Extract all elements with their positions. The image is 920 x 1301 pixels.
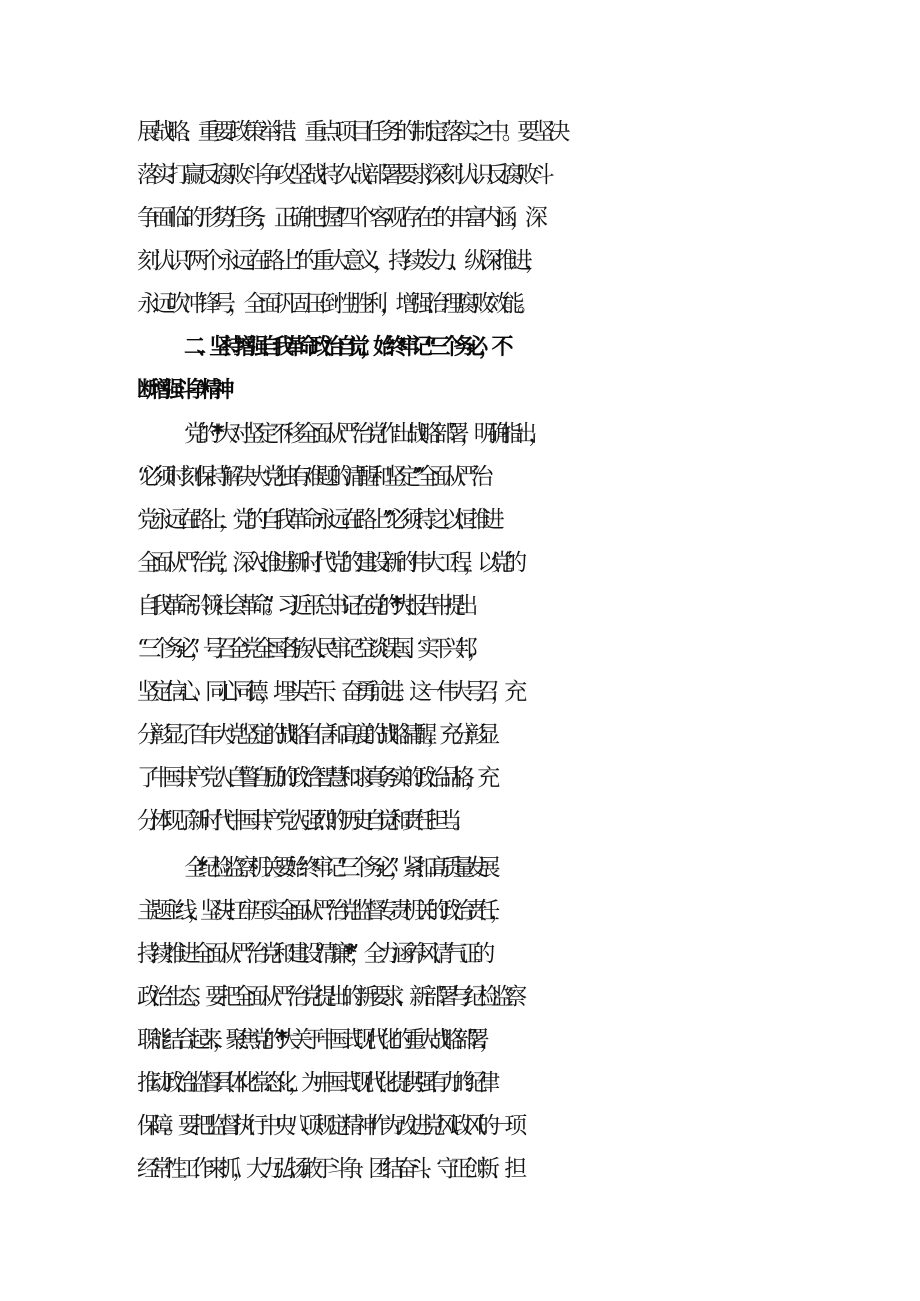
body-line: 全面从严治党，深入推进新时代党的建设新的伟大工程，以党的 xyxy=(137,550,518,576)
body-line: 推动政治监督具体化常态化，为中国式现代化提供强有力的纪律 xyxy=(137,1070,490,1096)
body-line: 保障。要把监督执行中央八项规定精神作为改进党风政风的一项 xyxy=(137,1113,518,1139)
body-line: 争面临的形势任务，正确把握“四个客观存在”的丰富内涵，深 xyxy=(137,205,541,231)
body-line: 落实打赢反腐败斗争攻坚战持久战部署要求,深刻认识反腐败斗 xyxy=(137,162,547,188)
body-line: 职能结合起来，聚焦党的**大关于中国式现代化的重大战略部署， xyxy=(137,1027,493,1053)
body-line: “必须时刻保持解决大党独有难题的清醒和坚定”“全面从严治 xyxy=(137,464,485,490)
section-heading: 断增强斗争精神 xyxy=(137,378,226,403)
body-line: 坚定信心、同心同德，埋头苦干、奋勇前进。这一伟大号召，充 xyxy=(137,679,518,705)
body-line: 刻认识“两个永远在路上”的重大意义，持续发力、纵深推进， xyxy=(137,248,541,274)
body-line: 展战略、重要政策举措、重点项目任务的制定落实之中。要坚决 xyxy=(137,119,563,145)
body-line: 党永远在路上，党的自我革命永远在路上”“必须持之以恒推进 xyxy=(137,507,496,533)
section-heading: 二、坚持增强自我革命政治自觉，始终牢记“三个务必，不 xyxy=(184,335,505,360)
body-line: 党的**大对坚定不移全面从严治党作出战略部署，明确指出， xyxy=(184,421,542,447)
body-line: 持续推进全面从严治党和建设“清廉**”，全力涵养风清气正的 xyxy=(137,941,486,967)
body-line: 全*纪检监察机关要始终牢记“三个务必”，紧扣高质量发展 xyxy=(184,855,491,881)
body-line: 分彰显了百年大党坚定的战略自信和高度的战略清醒，充分彰显 xyxy=(137,722,490,748)
body-line: 自我革命引领社会革命”。习近平总书记在党的**大报告中提出 xyxy=(137,593,469,619)
body-line: 主题主线，坚决扛牢压实全面从严治党监督专责机关的政治责任， xyxy=(137,898,503,924)
body-line: 了中国共产党人自警自励的政治智慧和求真务实的政治品格，充 xyxy=(137,765,490,791)
body-line: “三个务必”，号召全党全国各族人民牢记空谈误国、实干兴邦， xyxy=(137,636,480,662)
body-line: 分体现了新时代中国共产党人强烈的历史自觉和责任担当。 xyxy=(137,808,465,834)
body-line: 政治生态。要把全面从严治党提出的新要求、新部署与纪检监察 xyxy=(137,984,518,1010)
body-line: 经常性工作来抓，大力弘扬敢于斗争、团结奋斗、守正创新、担 xyxy=(137,1156,518,1182)
body-line: 永远吹冲锋号，全面巩固压倒性胜利，增强治理腐败效能。 xyxy=(137,291,533,317)
